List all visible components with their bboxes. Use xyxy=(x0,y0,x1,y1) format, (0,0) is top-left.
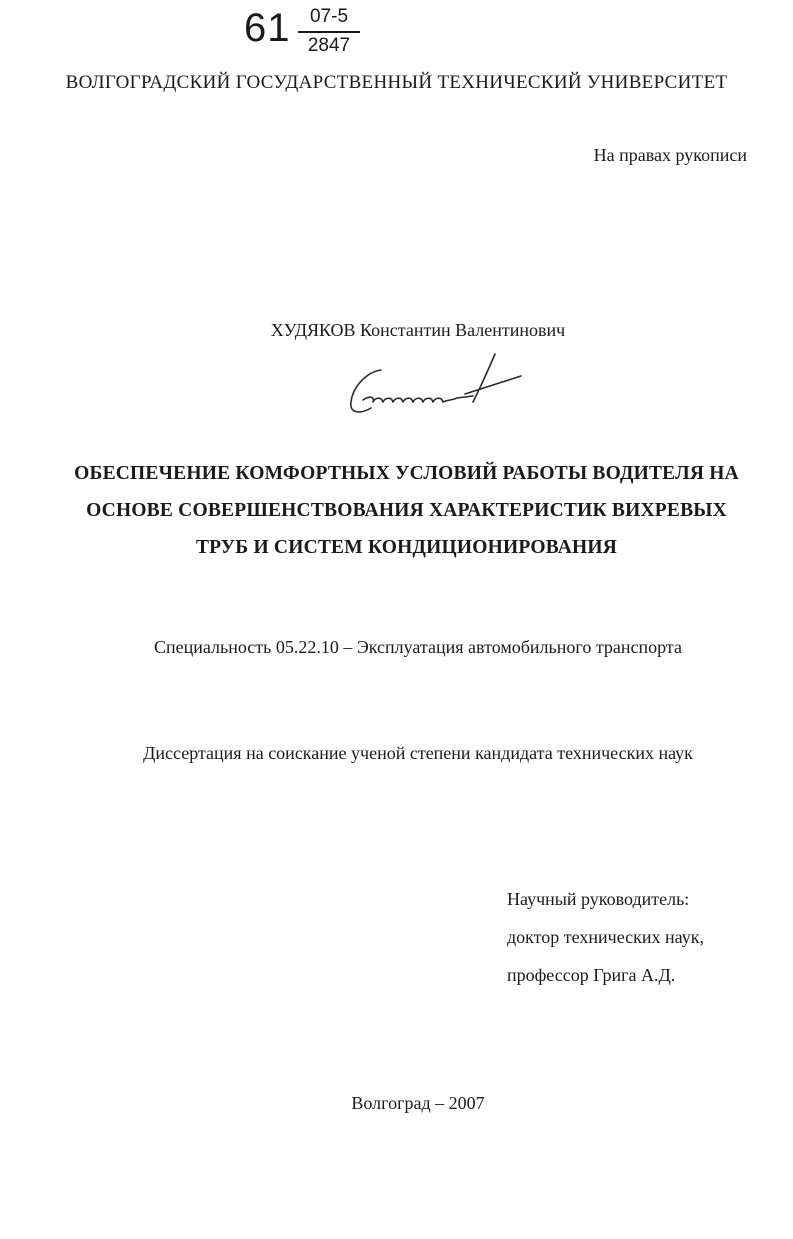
manuscript-rights-note: На правах рукописи xyxy=(593,145,747,165)
title-line-2: ОСНОВЕ СОВЕРШЕНСТВОВАНИЯ ХАРАКТЕРИСТИК ВИХРЕВЫХ xyxy=(86,500,727,521)
registration-code-denominator: 2847 xyxy=(307,35,351,56)
author-name: ХУДЯКОВ Константин Валентинович xyxy=(270,320,566,340)
supervisor-label: Научный руководитель: xyxy=(507,889,690,909)
supervisor-block xyxy=(507,880,704,994)
city-year: Волгоград – 2007 xyxy=(351,1093,485,1113)
registration-code-number: 61 xyxy=(244,6,291,50)
title-line-3: ТРУБ И СИСТЕМ КОНДИЦИОНИРОВАНИЯ xyxy=(195,537,618,558)
university-name: ВОЛГОГРАДСКИЙ ГОСУДАРСТВЕННЫЙ ТЕХНИЧЕСКИЙ УНИВЕРСИТЕТ xyxy=(65,72,728,93)
dissertation-statement: Диссертация на соискание ученой степени кандидата технических наук xyxy=(143,743,693,763)
registration-code-numerator: 07-5 xyxy=(309,6,349,27)
specialty-line: Специальность 05.22.10 – Эксплуатация автомобильного транспорта xyxy=(153,637,682,657)
title-line-1: ОБЕСПЕЧЕНИЕ КОМФОРТНЫХ УСЛОВИЙ РАБОТЫ ВОДИТЕЛЯ НА xyxy=(74,463,739,484)
signature-stroke xyxy=(351,354,521,412)
supervisor-degree: доктор технических наук, xyxy=(507,927,704,947)
signature-icon xyxy=(345,352,530,424)
registration-code-fraction xyxy=(298,6,360,57)
dissertation-title xyxy=(60,455,753,566)
supervisor-name: профессор Грига А.Д. xyxy=(507,965,676,985)
